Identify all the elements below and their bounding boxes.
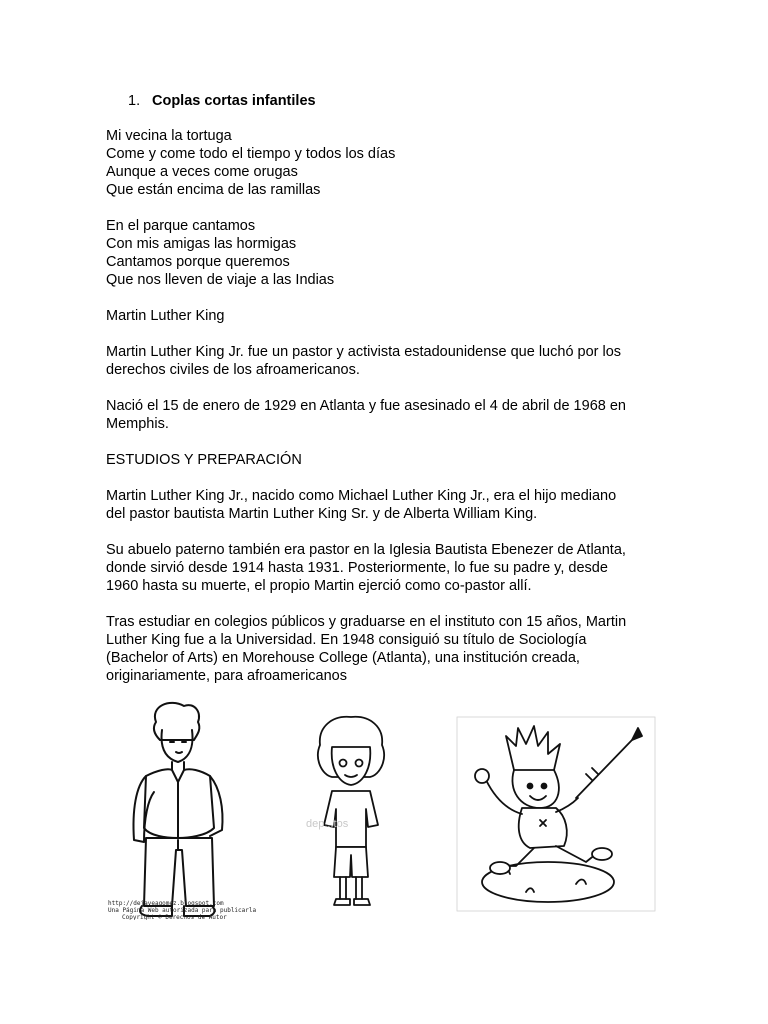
- paragraph-line: Nació el 15 de enero de 1929 en Atlanta y fue asesinado el 4 de abril de 1968 en: [106, 398, 626, 414]
- watermark-text: dep...tos: [306, 818, 349, 830]
- poem-line: En el parque cantamos: [106, 218, 256, 234]
- mlk-title-text: Martin Luther King: [106, 308, 225, 324]
- paragraph-line: Tras estudiar en colegios públicos y graduarse en el instituto con 15 años, Martin: [106, 614, 627, 630]
- poem-line: Cantamos porque queremos: [106, 254, 290, 270]
- mlk-intro-paragraph: [106, 343, 666, 379]
- paragraph-line: (Bachelor of Arts) en Morehouse College (Atlanta), una institución creada,: [106, 650, 580, 666]
- poem-line: Mi vecina la tortuga: [106, 128, 232, 144]
- image-credit-line: http://dejaveagomez.blogspot.com: [108, 900, 224, 907]
- poem-stanza-2: [106, 217, 666, 289]
- poem-line: Con mis amigas las hormigas: [106, 236, 297, 252]
- paragraph-line: 1960 hasta su muerte, el propio Martin ejerció como co-pastor allí.: [106, 578, 532, 594]
- paragraph-line: Martin Luther King Jr. fue un pastor y activista estadounidense que luchó por los: [106, 344, 622, 360]
- young-man-drawing: [98, 700, 258, 920]
- paragraph-line: Memphis.: [106, 416, 169, 432]
- paragraph-line: originariamente, para afroamericanos: [106, 668, 347, 684]
- studies-section-title: [106, 451, 666, 469]
- section-heading: [128, 92, 316, 110]
- heading-title: Coplas cortas infantiles: [152, 93, 316, 109]
- mlk-title: [106, 307, 666, 325]
- heading-number: 1.: [128, 93, 141, 109]
- native-child-drawing: [456, 716, 656, 912]
- studies-title-text: ESTUDIOS Y PREPARACIÓN: [106, 452, 302, 468]
- mlk-birth-paragraph: [106, 397, 666, 433]
- paragraph-line: Su abuelo paterno también era pastor en la Iglesia Bautista Ebenezer de Atlanta,: [106, 542, 626, 558]
- image-credit-line: Copyright © Derechos de Autor: [122, 914, 227, 920]
- curly-child-drawing: [296, 715, 406, 915]
- family-paragraph: [106, 487, 666, 523]
- paragraph-line: derechos civiles de los afroamericanos.: [106, 362, 360, 378]
- poem-line: Aunque a veces come orugas: [106, 164, 298, 180]
- poem-line: Que están encima de las ramillas: [106, 182, 321, 198]
- grandfather-paragraph: [106, 541, 666, 595]
- paragraph-line: Luther King fue a la Universidad. En 1948 consiguió su título de Sociología: [106, 632, 587, 648]
- image-credit-line: Una Página Web autorizada para publicarla: [108, 907, 257, 914]
- paragraph-line: del pastor bautista Martin Luther King Sr. y de Alberta William King.: [106, 506, 538, 522]
- poem-line: Come y come todo el tiempo y todos los días: [106, 146, 396, 162]
- paragraph-line: Martin Luther King Jr., nacido como Michael Luther King Jr., era el hijo mediano: [106, 488, 617, 504]
- paragraph-line: donde sirvió desde 1914 hasta 1931. Posteriormente, lo fue su padre y, desde: [106, 560, 608, 576]
- poem-stanza-1: [106, 127, 666, 199]
- poem-line: Que nos lleven de viaje a las Indias: [106, 272, 335, 288]
- studies-paragraph: [106, 613, 666, 685]
